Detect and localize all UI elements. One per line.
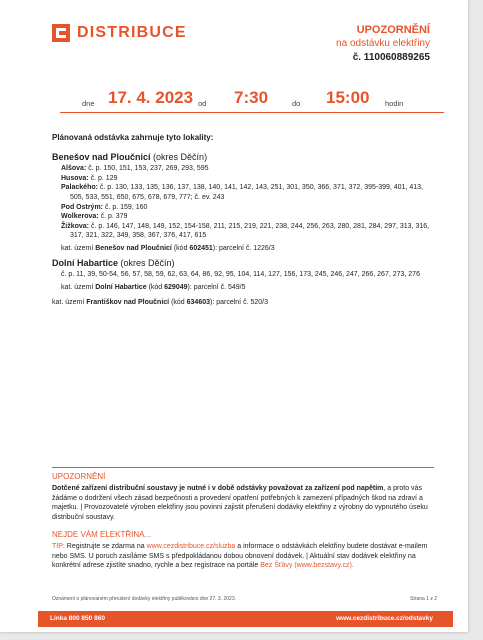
logo-icon bbox=[52, 24, 70, 42]
bezstavy-link[interactable]: Bez Šťávy bbox=[260, 562, 293, 570]
town-block bbox=[52, 259, 437, 293]
warning-section bbox=[52, 467, 434, 571]
publish-note: Oznámení o plánovaném přerušení dodávky elektřiny publikováno dne 27. 3. 2023. bbox=[52, 596, 237, 602]
house-numbers: č. p. 11, 39, 50-54, 56, 57, 58, 59, 62, 63, 64, 86, 92, 95, 104, 114, 127, 156, 173, 245, 246, 247, 266, 267, 273, 276 bbox=[61, 271, 420, 279]
outage-date-row bbox=[60, 88, 444, 113]
town-name: Benešov nad Ploučnicí (okres Děčín) bbox=[52, 151, 208, 162]
street-entry: Alšova: č. p. 150, 151, 153, 237, 269, 293, 595 bbox=[61, 165, 209, 173]
notice-title: UPOZORNĚNÍ bbox=[356, 24, 430, 36]
street-list bbox=[52, 164, 437, 241]
hours-label: hodin bbox=[385, 99, 404, 108]
notice-number: č. 110060889265 bbox=[352, 52, 430, 63]
registration-link[interactable]: www.cezdistribuce.cz/sluzba bbox=[146, 543, 236, 551]
street-entry: Žižkova: č. p. 146, 147, 148, 149, 152, 154-158, 211, 215, 219, 221, 238, 244, 256, 263, 280, 281, 284, 297, 313, 316, 317, 321, 322, 349, 358, 367, 376, 417, 615 bbox=[61, 222, 430, 240]
footnote bbox=[52, 596, 437, 602]
time-to-label: do bbox=[292, 99, 301, 108]
bezstavy-url-link[interactable]: (www.bezstavy.cz). bbox=[294, 562, 354, 570]
notice-header bbox=[336, 24, 430, 65]
footer-url[interactable]: www.cezdistribuce.cz/odstavky bbox=[336, 615, 433, 622]
warning-text: Dotčené zařízení distribuční soustavy je nutné i v době odstávky považovat za zařízení pod napětím, a proto vás žádáme o dodržení všech zásad bezpečnosti a provedení opatření potřebných k zamezení případných škod na zdraví a majetku. | Provozovatelé výroben elektřiny jsou povinni zajistit přerušení dodávky elektřiny z výrobny do vypnutého úseku distribuční soustavy. bbox=[52, 485, 428, 521]
warning-title: UPOZORNĚNÍ bbox=[52, 472, 106, 481]
cadastral-info: kat. území Benešov nad Ploučnicí (kód 602451): parcelní č. 1226/3 bbox=[61, 244, 275, 252]
notify-title: NEJDE VÁM ELEKTŘINA... bbox=[52, 530, 152, 540]
footer-bar bbox=[38, 611, 453, 627]
street-entry: Palackého: č. p. 130, 133, 135, 136, 137, 138, 140, 141, 142, 143, 251, 301, 350, 366, 371, 372, 395-399, 401, 413, 505, 533, 551, 650, 675, 678, 679, 777; č. ev. 243 bbox=[61, 184, 423, 201]
town-name: Dolní Habartice (okres Děčín) bbox=[52, 257, 175, 268]
street-entry: Wolkerova: č. p. 379 bbox=[61, 213, 128, 221]
locations-section bbox=[52, 133, 437, 308]
notice-subtitle: na odstávku elektřiny bbox=[336, 38, 430, 49]
notify-text: TIP: Registrujte se zdarma na www.cezdistribuce.cz/sluzba a informace o odstávkách elektřiny budete dostávat e-mailem nebo SMS. U poruch zasíláme SMS s předpokládanou dobou obnovení dodávek. | Aktuální stav dodávek elektřiny na konkrétní adrese zjistíte snadno, rychle a bez registrace na portále Bez Šťávy (www.bezstavy.cz). bbox=[52, 543, 428, 570]
page-number: Strana 1 z 2 bbox=[410, 596, 437, 602]
company-logo bbox=[52, 24, 187, 42]
street-entry: Husova: č. p. 129 bbox=[61, 174, 118, 182]
date-label: dne bbox=[82, 99, 95, 108]
street-entry: Pod Ostrým: č. p. 159, 160 bbox=[61, 203, 148, 211]
outage-time-to: 15:00 bbox=[326, 88, 370, 107]
cadastral-info-extra: kat. území Františkov nad Ploučnicí (kód 634603): parcelní č. 520/3 bbox=[52, 299, 268, 307]
cadastral-info: kat. území Dolní Habartice (kód 629049): parcelní č. 549/5 bbox=[61, 283, 246, 291]
outage-time-from: 7:30 bbox=[234, 88, 269, 107]
footer-phone[interactable]: Linka 800 850 860 bbox=[50, 615, 105, 622]
locations-intro: Plánovaná odstávka zahrnuje tyto lokality: bbox=[52, 133, 214, 142]
outage-date: 17. 4. 2023 bbox=[108, 88, 194, 107]
time-from-label: od bbox=[198, 99, 207, 108]
town-block bbox=[52, 153, 437, 254]
logo-text: DISTRIBUCE bbox=[77, 24, 187, 41]
